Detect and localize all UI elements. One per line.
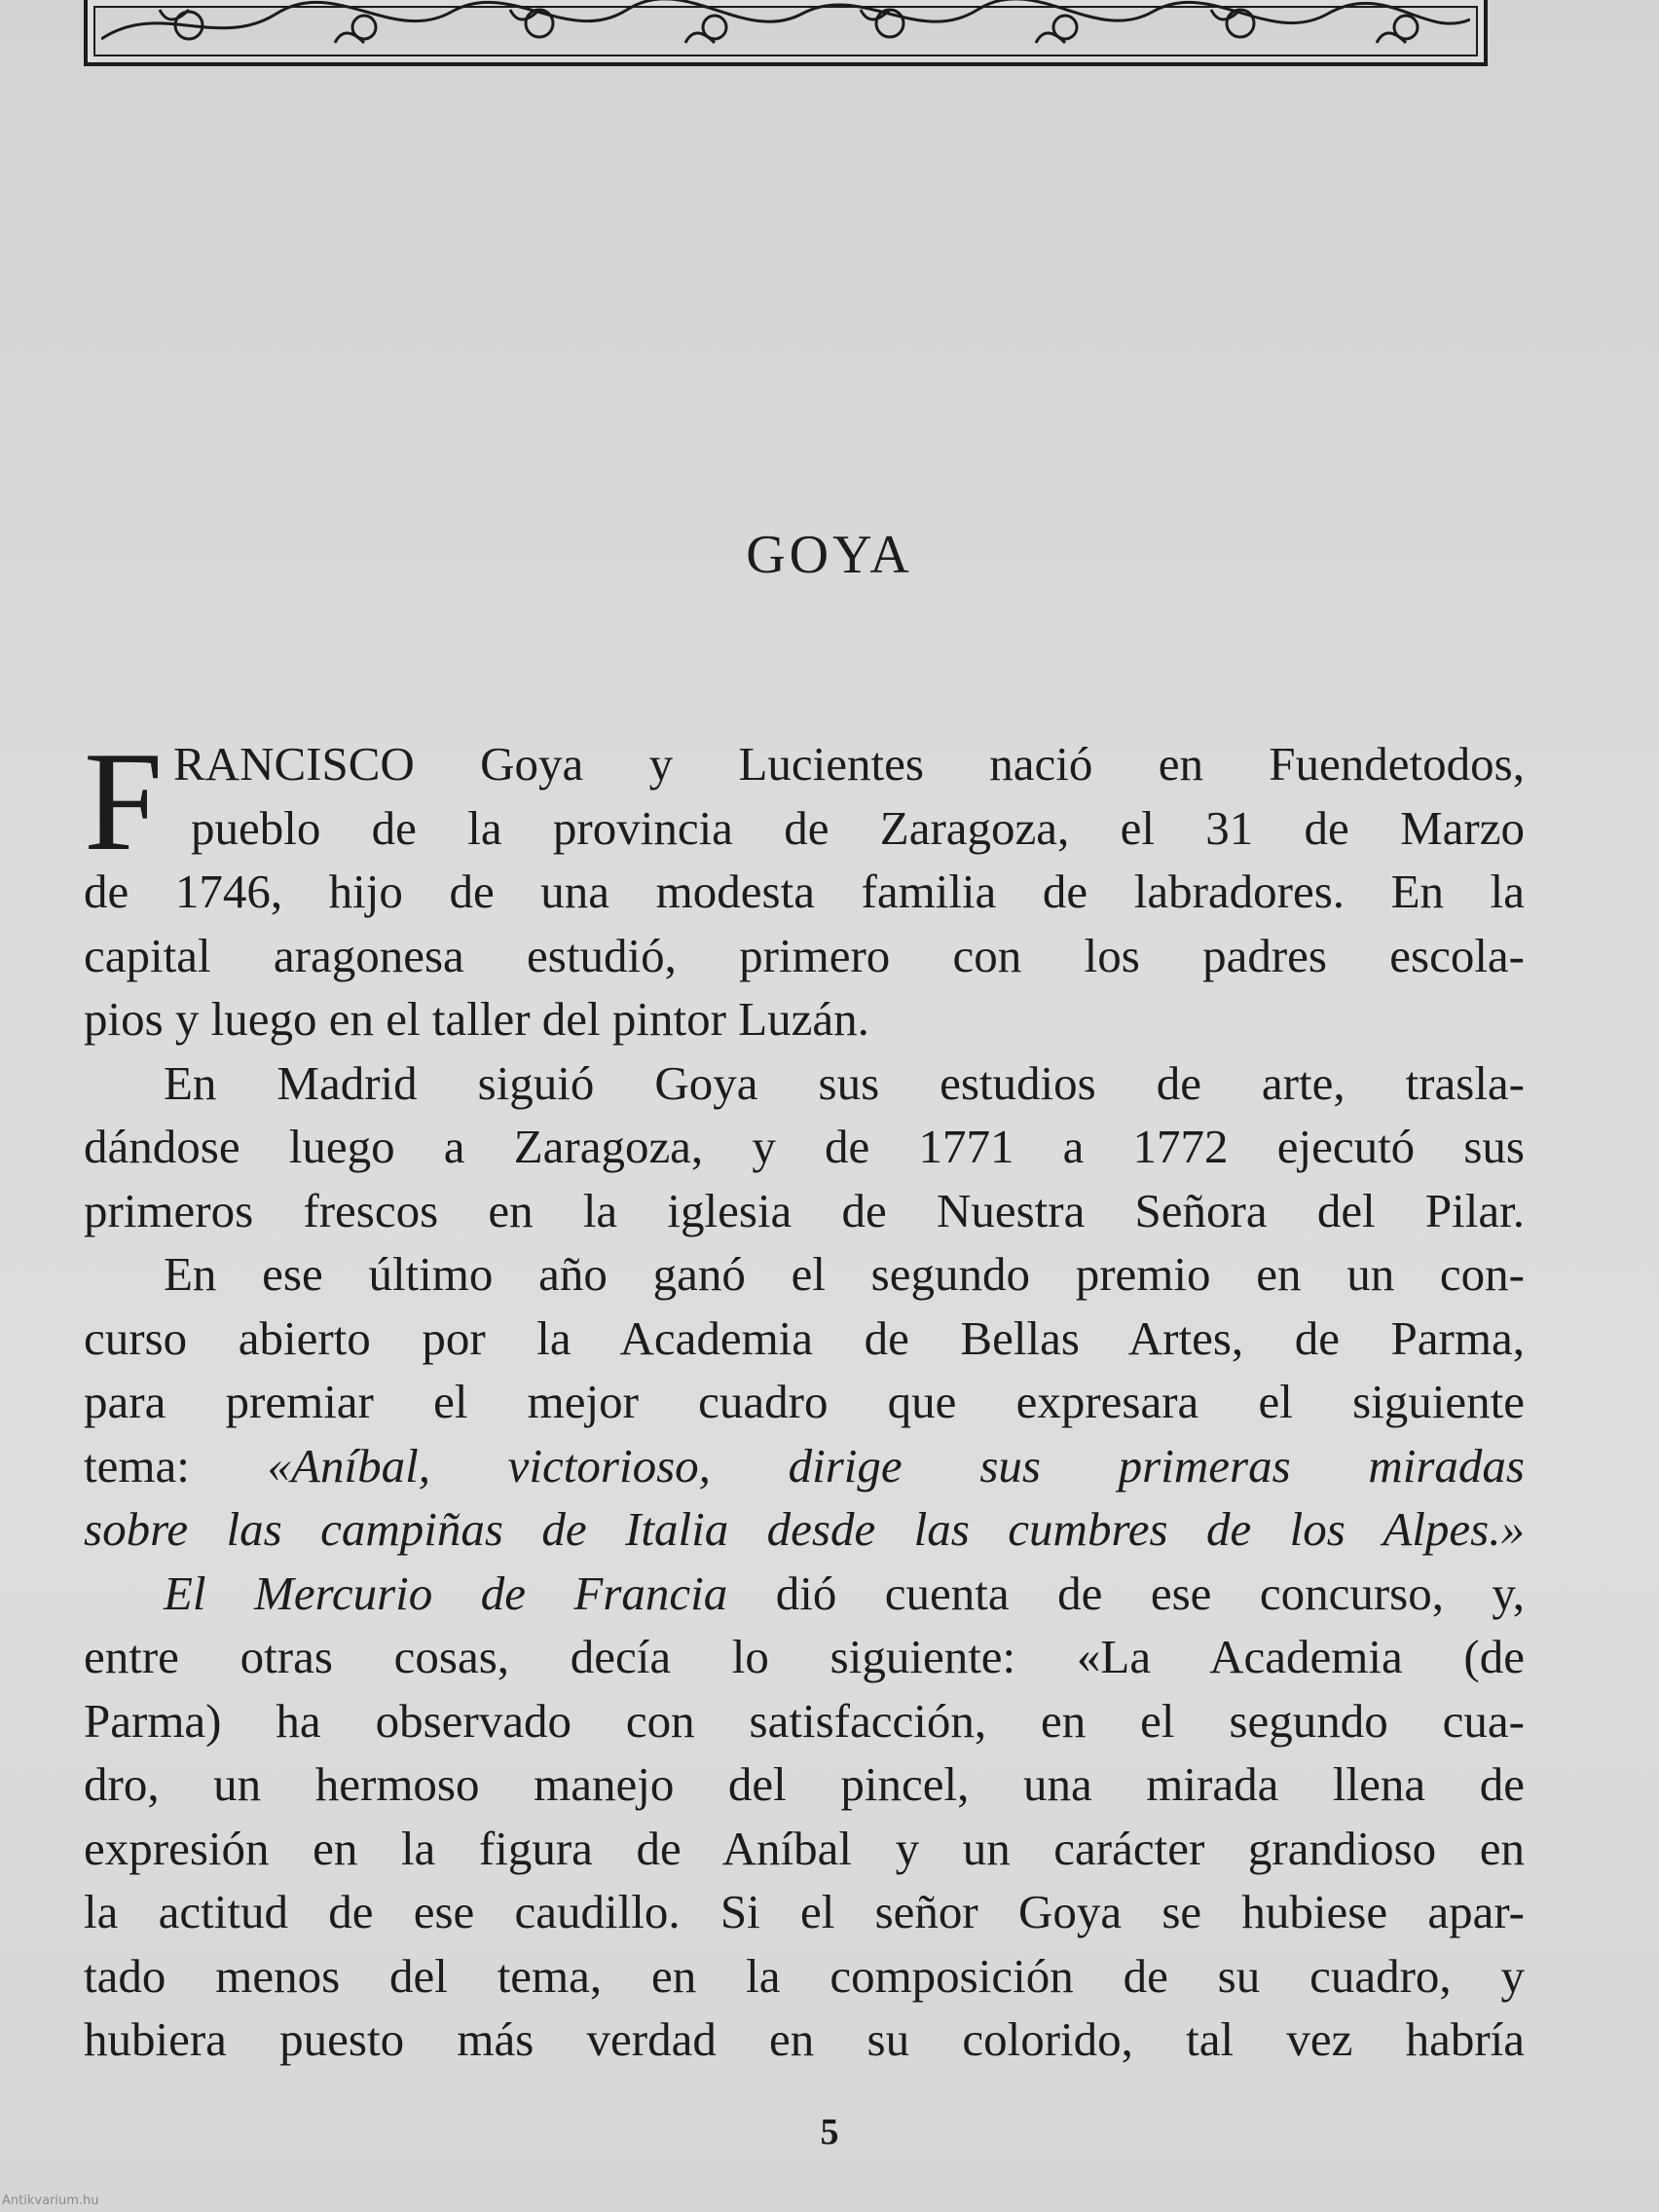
text-line: de 1746, hijo de una modesta familia de labradores. En la <box>84 865 1525 918</box>
text-line: hubiera puesto más verdad en su colorido, tal vez habría <box>84 2012 1525 2066</box>
quote-italic: sobre las campiñas de Italia desde las cumbres de los Alpes.» <box>84 1502 1525 1556</box>
text-line: dro, un hermoso manejo del pincel, una mirada llena de <box>84 1757 1525 1811</box>
text-line: En Madrid siguió Goya sus estudios de arte, trasla- <box>164 1055 1525 1110</box>
text-fragment: tema: <box>84 1438 268 1493</box>
text-fragment: dió cuenta de ese concurso, y, <box>727 1566 1525 1620</box>
decorative-header-border <box>84 0 1488 66</box>
text-line: RANCISCO Goya y Lucientes nació en Fuendetodos, <box>173 737 1525 791</box>
text-line: curso abierto por la Academia de Bellas Artes, de Parma, <box>84 1310 1525 1365</box>
page-number: 5 <box>820 2112 839 2153</box>
watermark: Antikvarium.hu <box>2 2194 99 2208</box>
quote-italic: «Aníbal, victorioso, dirige sus primeras miradas <box>267 1438 1525 1493</box>
text-line <box>84 1562 1525 1626</box>
text-line: En ese último año ganó el segundo premio en un con- <box>164 1247 1525 1301</box>
text-line: pueblo de la provincia de Zaragoza, el 31 de Marzo <box>191 800 1525 855</box>
body-text <box>84 722 1525 2072</box>
ornament-vine-icon <box>101 0 1470 51</box>
text-line: primeros frescos en la iglesia de Nuestra Señora del Pilar. <box>84 1183 1525 1237</box>
text-line: la actitud de ese caudillo. Si el señor Goya se hubiese apar- <box>84 1885 1525 1938</box>
text-line: para premiar el mejor cuadro que expresara el siguiente <box>84 1375 1525 1428</box>
text-line: entre otras cosas, decía lo siguiente: «La Academia (de <box>84 1630 1525 1683</box>
text-line: dándose luego a Zaragoza, y de 1771 a 1772 ejecutó sus <box>84 1120 1525 1173</box>
text-line: Parma) ha observado con satisfacción, en el segundo cua- <box>84 1693 1525 1748</box>
publication-title: El Mercurio de Francia <box>164 1566 728 1620</box>
drop-cap: F <box>84 722 164 880</box>
text-line: expresión en la figura de Aníbal y un carácter grandioso en <box>84 1821 1525 1875</box>
text-line <box>84 1434 1525 1498</box>
page-title: GOYA <box>746 525 913 585</box>
text-line: pios y luego en el taller del pintor Luzán. <box>84 992 869 1046</box>
text-line: tado menos del tema, en la composición de su cuadro, y <box>84 1948 1525 2003</box>
text-line: capital aragonesa estudió, primero con los padres escola- <box>84 928 1525 982</box>
text-line <box>84 1497 1525 1562</box>
